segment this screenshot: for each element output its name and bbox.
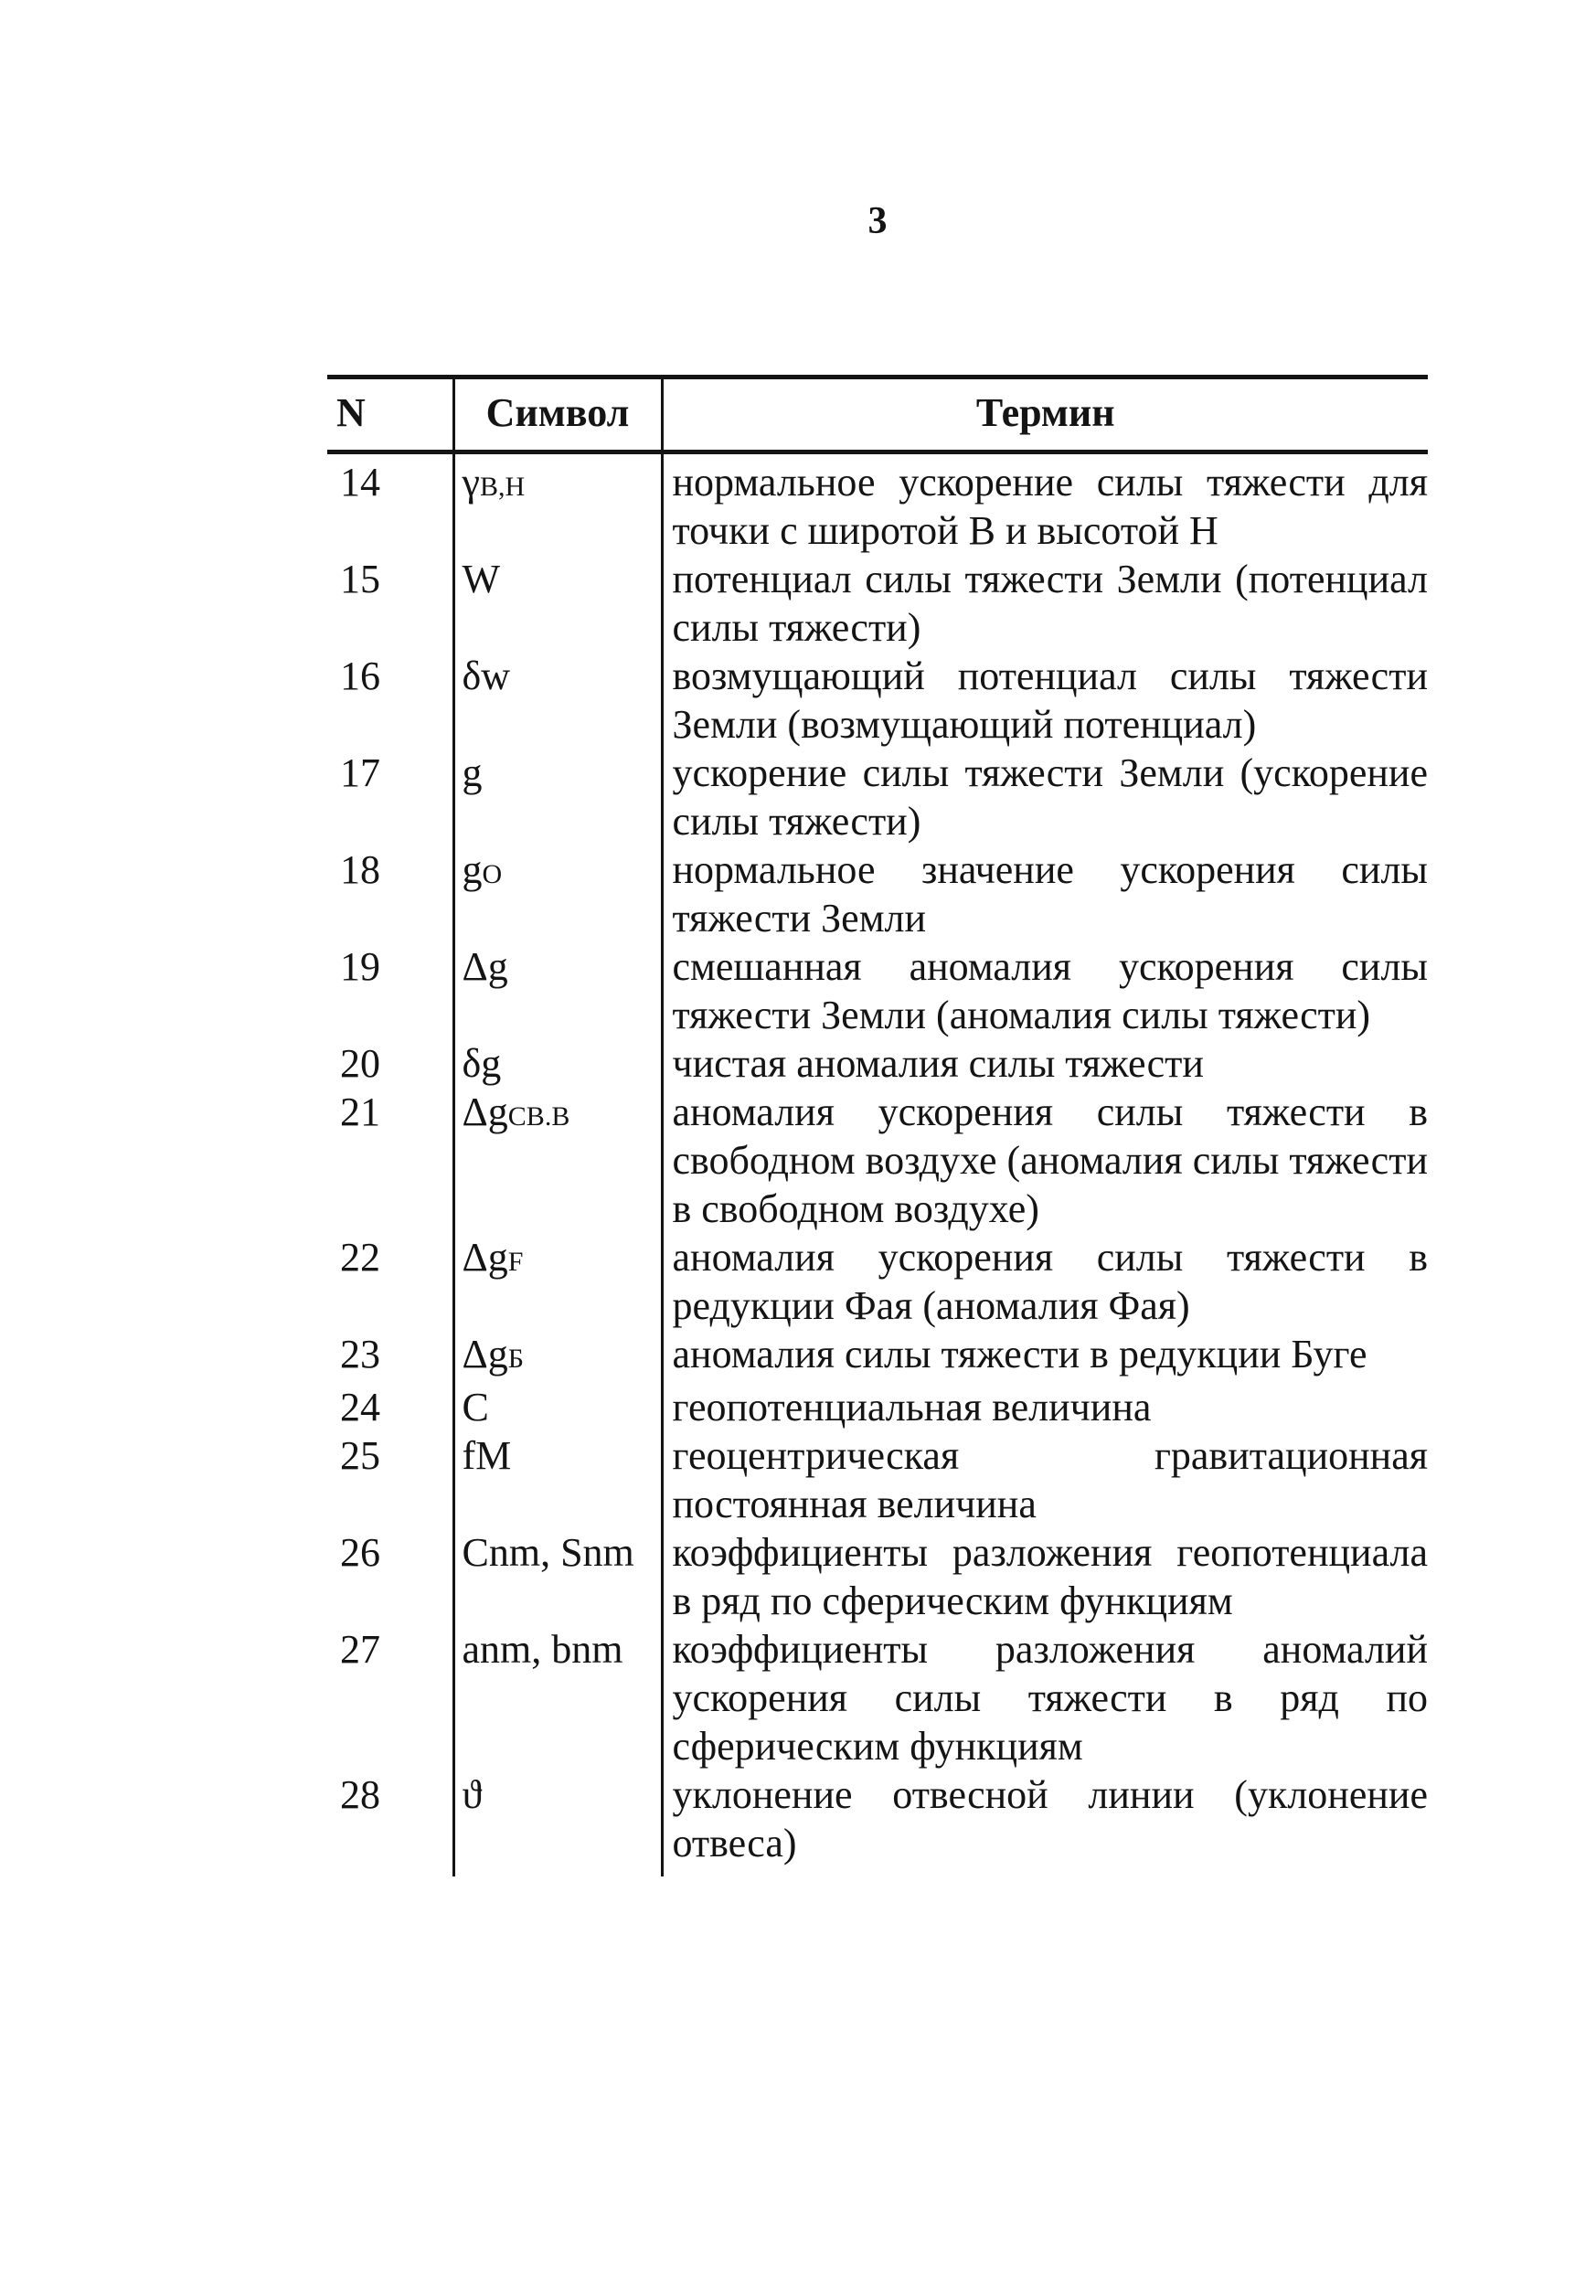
term-definition: ускорение силы тяжести Земли (ускорение силы тяжести) [662,749,1428,845]
term-definition: чистая аномалия силы тяжести [662,1039,1428,1088]
table-row [327,1528,1428,1625]
symbol-main: Δg [462,1235,508,1280]
term-symbol [453,942,662,1039]
table-row [327,1330,1428,1383]
term-number: 18 [340,847,380,892]
header-symbol: Символ [453,377,662,452]
symbol-main: fM [462,1433,512,1478]
symbol-main: g [462,847,483,892]
table-row [327,1625,1428,1770]
symbol-subscript: B,H [479,472,526,502]
term-number: 25 [340,1433,380,1478]
symbol-main: ϑ [462,1772,483,1817]
symbol-main: Δg [462,944,508,989]
term-number: 23 [340,1332,380,1377]
term-number: 26 [340,1530,380,1575]
term-symbol [453,1770,662,1876]
term-number: 28 [340,1772,380,1817]
symbol-main: δw [462,654,511,698]
symbol-main: Δg [462,1332,508,1377]
term-definition: геопотенциальная величина [662,1383,1428,1431]
term-number: 21 [340,1090,380,1134]
symbol-main: C [462,1385,489,1430]
table-row [327,652,1428,749]
term-number: 22 [340,1235,380,1280]
header-number: N [327,377,453,452]
term-number: 15 [340,557,380,601]
term-symbol [453,555,662,652]
term-symbol [453,1233,662,1330]
term-symbol [453,1431,662,1528]
term-symbol [453,1625,662,1770]
term-definition: геоцентрическая гравитационная постоянная величина [662,1431,1428,1528]
page-number: 3 [867,200,888,242]
term-definition: коэффициенты разложения геопотенциала в ряд по сферическим функциям [662,1528,1428,1625]
symbol-main: Δg [462,1090,508,1134]
term-definition: аномалия ускорения силы тяжести в редукции Фая (аномалия Фая) [662,1233,1428,1330]
symbol-subscript: O [482,859,503,889]
term-definition: возмущающий потенциал силы тяжести Земли (возмущающий потенциал) [662,652,1428,749]
table-row [327,1770,1428,1876]
symbol-main: W [462,557,501,601]
term-definition: потенциал силы тяжести Земли (потенциал силы тяжести) [662,555,1428,652]
term-definition: смешанная аномалия ускорения силы тяжести Земли (аномалия силы тяжести) [662,942,1428,1039]
term-symbol [453,845,662,942]
symbol-main: δg [462,1041,502,1086]
term-number: 20 [340,1041,380,1086]
terms-table [327,375,1428,1876]
term-number: 27 [340,1627,380,1672]
term-definition: аномалия ускорения силы тяжести в свободном воздухе (аномалия силы тяжести в свободном воздухе) [662,1088,1428,1233]
term-definition: аномалия силы тяжести в редукции Буге [662,1330,1428,1383]
symbol-subscript: Б [507,1344,525,1374]
term-number: 16 [340,654,380,698]
term-symbol [453,452,662,556]
symbol-main: γ [462,460,480,505]
symbol-main: anm, bnm [462,1627,623,1672]
term-number: 19 [340,944,380,989]
symbol-subscript: F [507,1247,524,1277]
table-row [327,749,1428,845]
symbol-main: g [462,750,483,795]
term-symbol [453,1383,662,1431]
symbol-subscript: СВ.В [507,1101,570,1132]
table-row [327,555,1428,652]
header-term: Термин [662,377,1428,452]
term-number: 17 [340,750,380,795]
term-symbol [453,1528,662,1625]
table-body [327,452,1428,1877]
term-symbol [453,1039,662,1088]
table-row [327,1233,1428,1330]
table-row [327,942,1428,1039]
term-symbol [453,749,662,845]
term-symbol [453,1088,662,1233]
term-definition: нормальное значение ускорения силы тяжести Земли [662,845,1428,942]
table-header-row [327,377,1428,452]
term-definition: нормальное ускорение силы тяжести для точки с широтой B и высотой H [662,452,1428,556]
table-row [327,1431,1428,1528]
term-number: 14 [340,460,380,505]
table-row [327,1088,1428,1233]
table-row [327,1383,1428,1431]
symbol-main: Cnm, Snm [462,1530,634,1575]
table-row [327,1039,1428,1088]
table-row [327,845,1428,942]
term-number: 24 [340,1385,380,1430]
term-symbol [453,1330,662,1383]
table-row [327,452,1428,556]
term-definition: уклонение отвесной линии (уклонение отвеса) [662,1770,1428,1876]
term-symbol [453,652,662,749]
term-definition: коэффициенты разложения аномалий ускорения силы тяжести в ряд по сферическим функциям [662,1625,1428,1770]
